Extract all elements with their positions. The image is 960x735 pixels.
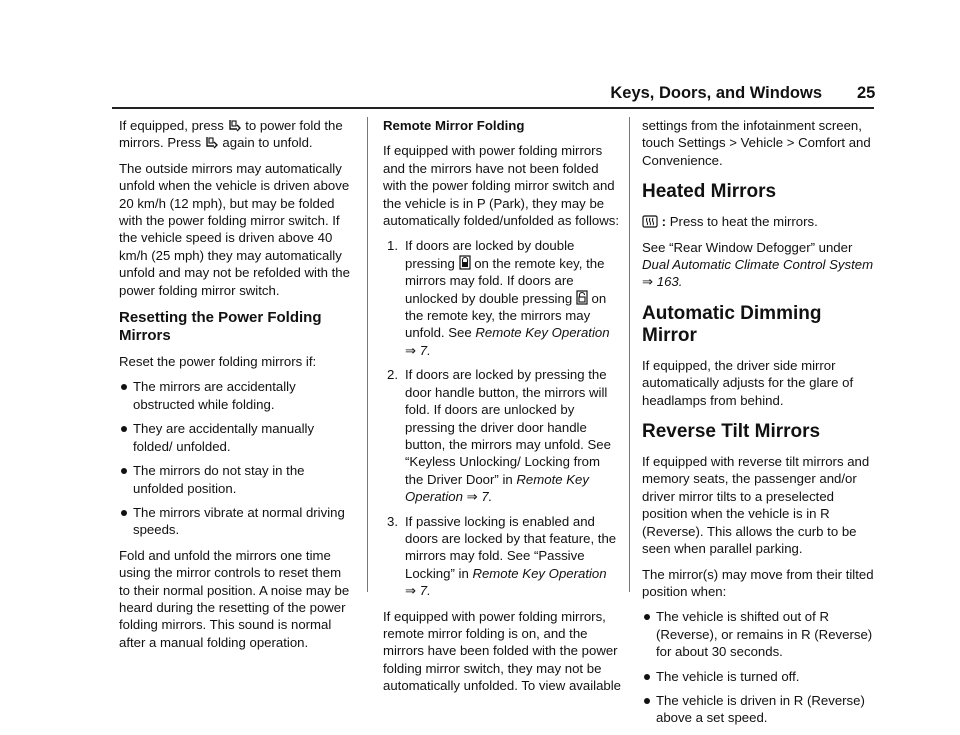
paragraph: If equipped, the driver side mirror automatically adjusts for the glare of headlamps from behind. xyxy=(642,357,854,408)
page-ref-icon: ⇒ xyxy=(642,274,654,290)
bullet-icon xyxy=(644,674,650,680)
cross-reference: Remote Key Operation xyxy=(405,471,589,505)
page-number: 25 xyxy=(857,84,876,102)
paragraph: If equipped with power folding mirrors, remote mirror folding is on, and the mirrors have been folded with the power folding mirror switch, they may not be automatically unfolded. To view available xyxy=(383,608,622,694)
cross-reference: Dual Automatic Climate Control System xyxy=(642,257,874,273)
paragraph: Fold and unfold the mirrors one time using the mirror controls to reset them to their normal position. A noise may be heard during the resetting of the power folding mirrors. This sound is normal after a manual folding operation. xyxy=(119,547,350,650)
bullet-list xyxy=(119,378,355,538)
list-item: The mirrors are accidentally obstructed while folding. xyxy=(119,378,355,413)
column-divider xyxy=(367,117,368,592)
page-ref-icon: ⇒ xyxy=(405,583,417,599)
bullet-list xyxy=(642,608,880,726)
section-heading: Automatic Dimming Mirror xyxy=(642,302,822,346)
numbered-list xyxy=(383,237,621,599)
page-header xyxy=(0,84,960,104)
bullet-icon xyxy=(121,384,127,390)
list-item: The vehicle is turned off. xyxy=(642,668,880,685)
paragraph: The mirror(s) may move from their tilted position when: xyxy=(642,566,874,599)
paragraph: settings from the infotainment screen, touch Settings > Vehicle > Comfort and Convenience. xyxy=(642,118,871,168)
list-item: The mirrors do not stay in the unfolded position. xyxy=(119,462,355,497)
paragraph: If equipped with reverse tilt mirrors and memory seats, the passenger and/or driver mirror tilts to a preselected position when the vehicle is in R (Reverse). This allows the curb to be seen when parallel parking. xyxy=(642,454,870,557)
section-heading: Heated Mirrors xyxy=(642,181,777,203)
list-item: 1. If doors are locked by double pressing on the remote key, the mirrors may fold. If doors are unlocked by double pressing on the remote key, the mirrors may unfold. See Remote Key Operation ⇒ 7. xyxy=(387,238,610,358)
bullet-icon xyxy=(644,614,650,620)
cross-reference: Remote Key Operation xyxy=(472,565,607,581)
page-ref-icon: ⇒ xyxy=(405,342,417,358)
list-item: They are accidentally manually folded/ unfolded. xyxy=(119,420,355,455)
list-item: The vehicle is driven in R (Reverse) above a set speed. xyxy=(642,692,880,727)
list-item: The mirrors vibrate at normal driving speeds. xyxy=(119,504,355,539)
paragraph: : Press to heat the mirrors. xyxy=(642,213,880,230)
column-2 xyxy=(383,117,621,703)
bullet-icon xyxy=(121,426,127,432)
unlock-icon xyxy=(576,290,588,305)
bullet-icon xyxy=(644,698,650,704)
cross-reference: Remote Key Operation xyxy=(475,325,610,341)
column-divider xyxy=(629,117,630,592)
list-item: 2. If doors are locked by pressing the door handle button, the mirrors will fold. If doors are unlocked by pressing the driver door handle button, the mirrors may unfold. See “Keyless Unlocking/ Locking from the Driver Door” in Remote Key Operation ⇒ 7. xyxy=(387,367,611,505)
section-title: Keys, Doors, and Windows xyxy=(610,84,822,102)
paragraph: If equipped with power folding mirrors and the mirrors have not been folded with the power folding mirror switch and the vehicle is in P (Park), they may be automatically folded/unfolded as follows: xyxy=(383,143,620,229)
lock-icon xyxy=(459,255,471,270)
paragraph: Reset the power folding mirrors if: xyxy=(119,354,317,370)
bullet-icon xyxy=(121,510,127,516)
column-1 xyxy=(119,117,355,659)
list-item: The vehicle is shifted out of R (Reverse), or remains in R (Reverse) for about 30 seconds. xyxy=(642,608,880,660)
page-ref-icon: ⇒ xyxy=(466,489,478,505)
mirror-fold-icon xyxy=(205,136,219,149)
mirror-fold-icon xyxy=(228,119,242,132)
column-3 xyxy=(642,117,880,735)
paragraph: The outside mirrors may automatically unfold when the vehicle is driven above 20 km/h (12 mph), but may be folded with the power folding mirror switch. If the vehicle speed is driven above 40 km/h (25 mph) they may automatically unfold and may not be refolded with the power folding mirror switch. xyxy=(119,160,350,298)
list-item: 3. If passive locking is enabled and doors are locked by that feature, the mirrors may fold. See “Passive Locking” in Remote Key Operation ⇒ 7. xyxy=(387,513,617,599)
bullet-icon xyxy=(121,468,127,474)
heated-mirror-icon xyxy=(642,215,658,228)
paragraph: See “Rear Window Defogger” under Dual Automatic Climate Control System ⇒ 163. xyxy=(642,239,874,290)
subsection-heading: Resetting the Power Folding Mirrors xyxy=(119,309,322,345)
section-heading: Reverse Tilt Mirrors xyxy=(642,421,821,443)
header-rule xyxy=(112,107,874,109)
run-in-heading: Remote Mirror Folding xyxy=(383,118,525,133)
paragraph: If equipped, press to power fold the mirrors. Press again to unfold. xyxy=(119,118,343,151)
